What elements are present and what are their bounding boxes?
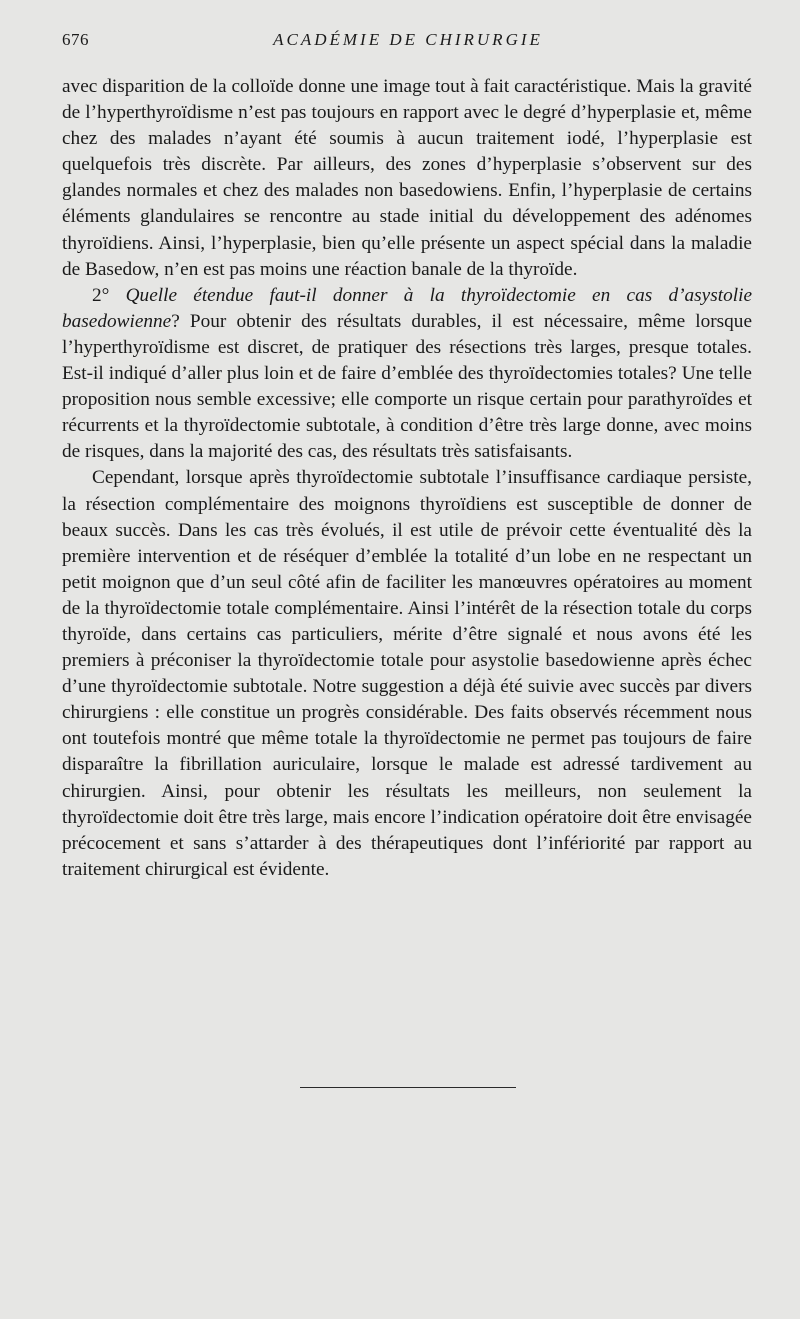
paragraph-2-number: 2° xyxy=(92,284,110,306)
body-text xyxy=(62,74,752,883)
paragraph-3: Cependant, lorsque après thyroïdectomie subtotale l’insuffisance cardiaque persiste, la résection complémentaire des moignons thyroïdiens est susceptible de donner de beaux succès. Dans les cas très évolués, il est utile de prévoir cette éventualité dès la première intervention et de réséquer d’emblée la totalité d’un lobe en ne respectant un petit moignon que d’un seul côté afin de faciliter les manœuvres opératoires au moment de la thyroïdectomie totale complémentaire. Ainsi l’intérêt de la résection totale du corps thyroïde, dans certains cas particuliers, mérite d’être signalé et nous avons été les premiers à préconiser la thyroïdectomie totale pour asystolie basedowienne après échec d’une thyroïdectomie subtotale. Notre suggestion a déjà été suivie avec succès par divers chirurgiens : elle constitue un progrès considérable. Des faits observés récemment nous ont toutefois montré que même totale la thyroïdectomie ne permet pas toujours de faire disparaître la fibrillation auriculaire, lorsque le malade est adressé tardivement au chirurgien. Ainsi, pour obtenir les résultats les meilleurs, non seulement la thyroïdectomie doit être très large, mais encore l’indication opératoire doit être envisagée précocement et sans s’attarder à des thérapeutiques dont l’infériorité par rapport au traitement chirurgical est évidente. xyxy=(62,467,752,880)
end-rule-divider xyxy=(300,1087,516,1088)
paragraph-1: avec disparition de la colloïde donne une image tout à fait caractéristique. Mais la gravité de l’hyperthyroïdisme n’est pas toujours en rapport avec le degré d’hyperplasie et, même chez des malades n’ayant été soumis à aucun traitement iodé, l’hyperplasie est quelquefois très discrète. Par ailleurs, des zones d’hyperplasie s’observent sur des glandes normales et chez des malades non basedowiens. Enfin, l’hyperplasie de certains éléments glandulaires se rencontre au stade initial du développement des adénomes thyroïdiens. Ainsi, l’hyperplasie, bien qu’elle présente un aspect spécial dans la maladie de Basedow, n’en est pas moins une réaction banale de la thyroïde. xyxy=(62,76,752,280)
paragraph-2-body: Pour obtenir des résultats durables, il est nécessaire, même lorsque l’hyperthyroïdisme est discret, de pratiquer des résections très larges, presque totales. Est-il indiqué d’aller plus loin et de faire d’emblée des thyroïdectomies totales? Une telle proposition nous semble excessive; elle comporte un risque certain pour parathyroïdes et récurrents et la thyroïdectomie subtotale, à condition d’être très large donne, avec moins de risques, dans la majorité des cas, des résultats très satisfaisants. xyxy=(62,310,752,463)
page-header xyxy=(62,30,754,58)
paragraph-2 xyxy=(62,283,752,466)
paragraph-2-question-mark: ? xyxy=(171,310,180,332)
paragraph-2-question: Quelle étendue faut-il donner à la thyroïdectomie en cas d’asystolie basedowienne xyxy=(62,284,752,332)
page-number: 676 xyxy=(62,30,89,49)
running-title: ACADÉMIE DE CHIRURGIE xyxy=(273,30,543,49)
